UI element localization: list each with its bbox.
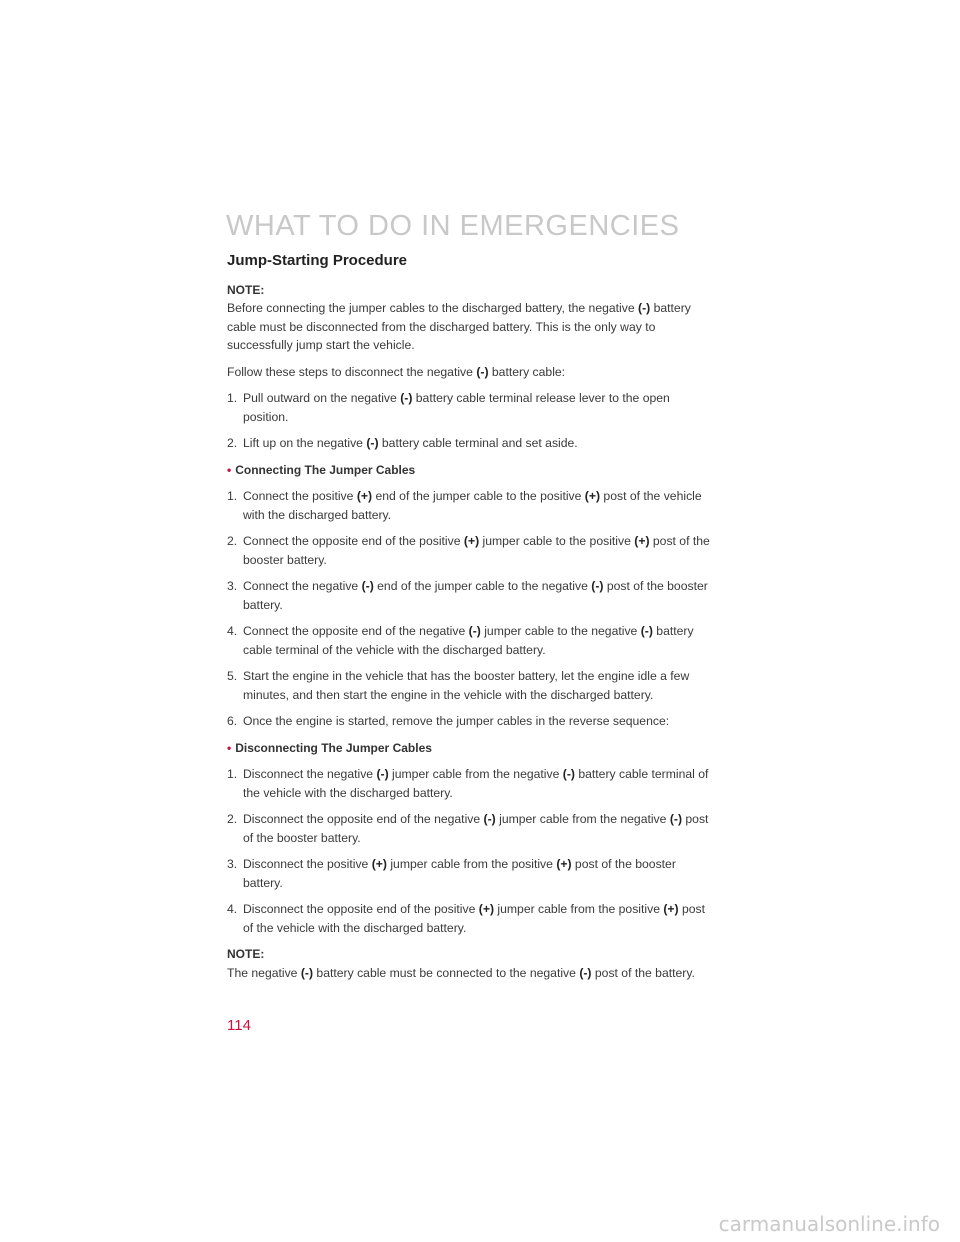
note-text: The negative (-) battery cable must be connected to the negative (-) post of the battery. xyxy=(227,965,695,980)
intro-text: Follow these steps to disconnect the negative (-) battery cable: xyxy=(227,364,566,379)
step-text: Connect the negative (-) end of the jumper cable to the negative (-) post of the booster battery. xyxy=(243,579,708,612)
positive-sign: (+) xyxy=(663,902,679,916)
positive-sign: (+) xyxy=(556,857,572,871)
bullet-icon: • xyxy=(227,462,232,477)
list-item xyxy=(227,855,711,892)
page-title: Jump-Starting Procedure xyxy=(227,252,408,269)
step-number: 1. xyxy=(227,391,238,405)
negative-sign: (-) xyxy=(669,812,683,826)
negative-sign: (-) xyxy=(640,624,653,638)
list-item xyxy=(227,712,711,731)
positive-sign: (+) xyxy=(371,857,387,871)
watermark: carmanualsonline.info xyxy=(718,1212,940,1236)
negative-sign: (-) xyxy=(562,767,575,781)
connecting-steps xyxy=(227,487,711,731)
step-number: 2. xyxy=(227,812,238,826)
negative-sign: (-) xyxy=(591,579,604,593)
step-number: 4. xyxy=(227,624,238,638)
step-text: Disconnect the opposite end of the negative (-) jumper cable from the negative (-) post of the booster battery. xyxy=(243,812,709,845)
step-text: Connect the positive (+) end of the jumper cable to the positive (+) post of the vehicle with the discharged battery. xyxy=(243,489,702,522)
positive-sign: (+) xyxy=(478,902,495,916)
step-number: 4. xyxy=(227,902,238,916)
step-text: Lift up on the negative (-) battery cable terminal and set aside. xyxy=(243,436,578,450)
note-label: NOTE: xyxy=(227,282,265,297)
connecting-heading: • Connecting The Jumper Cables xyxy=(227,462,416,477)
list-item xyxy=(227,667,711,704)
step-text: Connect the opposite end of the negative (-) jumper cable to the negative (-) battery cable terminal of the vehicle with the discharged battery. xyxy=(243,624,694,657)
list-item xyxy=(227,577,711,614)
positive-sign: (+) xyxy=(584,489,601,503)
list-item xyxy=(227,487,711,524)
positive-sign: (+) xyxy=(463,534,480,548)
step-text: Pull outward on the negative (-) battery cable terminal release lever to the open position. xyxy=(243,391,670,424)
negative-sign: (-) xyxy=(300,965,314,980)
list-item xyxy=(227,622,711,659)
negative-sign: (-) xyxy=(476,364,489,379)
note-text: Before connecting the jumper cables to the discharged battery, the negative (-) battery cable must be disconnected from the discharged battery. This is the only way to successfully jump start the vehicle. xyxy=(227,301,691,352)
step-number: 5. xyxy=(227,669,238,683)
bullet-icon: • xyxy=(227,740,232,755)
negative-sign: (-) xyxy=(376,767,389,781)
step-number: 2. xyxy=(227,436,238,450)
step-number: 1. xyxy=(227,489,238,503)
step-text: Connect the opposite end of the positive (+) jumper cable to the positive (+) post of the booster battery. xyxy=(243,534,710,567)
negative-sign: (-) xyxy=(483,812,496,826)
step-text: Disconnect the opposite end of the positive (+) jumper cable from the positive (+) post of the vehicle with the discharged battery. xyxy=(243,902,706,935)
positive-sign: (+) xyxy=(634,534,650,548)
negative-sign: (-) xyxy=(361,579,374,593)
step-number: 3. xyxy=(227,857,238,871)
step-text: Disconnect the negative (-) jumper cable from the negative (-) battery cable terminal of the vehicle with the discharged battery. xyxy=(243,767,709,800)
negative-sign: (-) xyxy=(366,436,379,450)
negative-sign: (-) xyxy=(638,301,651,315)
list-item xyxy=(227,532,711,569)
step-text: Start the engine in the vehicle that has the booster battery, let the engine idle a few minutes, and then start the engine in the vehicle with the discharged battery. xyxy=(243,669,690,702)
step-text: Disconnect the positive (+) jumper cable from the positive (+) post of the booster battery. xyxy=(243,857,676,890)
list-item xyxy=(227,900,711,937)
positive-sign: (+) xyxy=(356,489,373,503)
list-item xyxy=(227,810,711,847)
main-content xyxy=(227,252,711,990)
negative-sign: (-) xyxy=(579,965,592,980)
disconnecting-steps xyxy=(227,765,711,937)
disconnecting-heading: • Disconnecting The Jumper Cables xyxy=(227,740,432,755)
list-item xyxy=(227,765,711,802)
page-number: 114 xyxy=(227,1017,251,1034)
step-number: 2. xyxy=(227,534,238,548)
list-item xyxy=(227,389,711,426)
list-item xyxy=(227,434,711,453)
note-label: NOTE: xyxy=(227,947,265,961)
step-number: 6. xyxy=(227,714,238,728)
negative-sign: (-) xyxy=(400,391,413,405)
step-number: 1. xyxy=(227,767,238,781)
step-number: 3. xyxy=(227,579,238,593)
disconnect-negative-steps xyxy=(227,389,711,453)
step-text: Once the engine is started, remove the jumper cables in the reverse sequence: xyxy=(243,714,670,728)
section-title: WHAT TO DO IN EMERGENCIES xyxy=(226,210,680,242)
negative-sign: (-) xyxy=(468,624,481,638)
